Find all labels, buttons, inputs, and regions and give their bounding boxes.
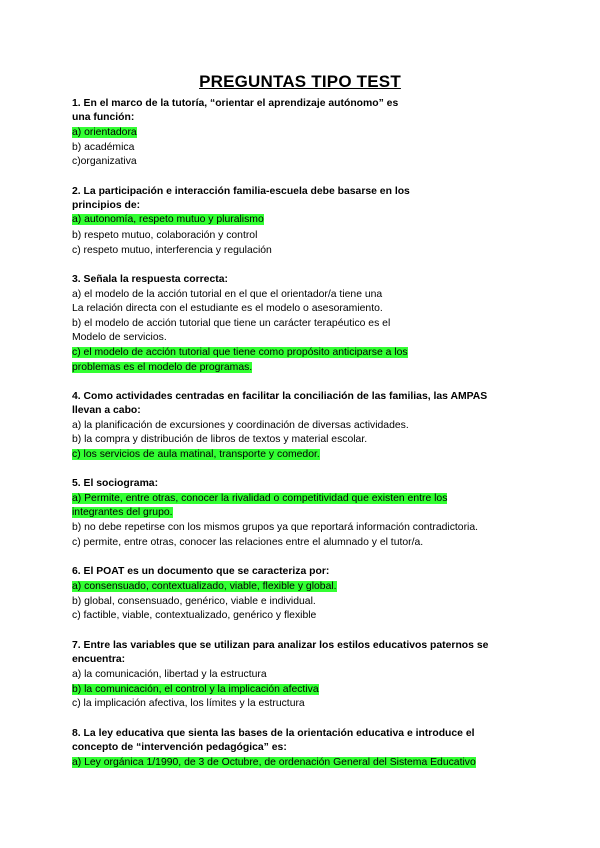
answer-1b: b) académica	[72, 142, 135, 153]
question-7-text: encuentra:	[72, 654, 126, 665]
correct-answer-highlight: integrantes del grupo.	[72, 507, 173, 518]
question-4-text: 4. Como actividades centradas en facilitar la conciliación de las familias, las AMPAS	[72, 391, 488, 402]
answer-1c: c)organizativa	[72, 156, 137, 167]
question-8-text: 8. La ley educativa que sienta las bases de la orientación educativa e introduce el	[72, 728, 475, 739]
answer-6c: c) factible, viable, contextualizado, genérico y flexible	[72, 610, 317, 621]
question-4-text: llevan a cabo:	[72, 405, 141, 416]
answer-4a: a) la planificación de excursiones y coordinación de diversas actividades.	[72, 420, 409, 431]
question-5-text: 5. El sociograma:	[72, 478, 159, 489]
correct-answer-highlight: b) la comunicación, el control y la implicación afectiva	[72, 684, 319, 695]
answer-2b: b) respeto mutuo, colaboración y control	[72, 230, 258, 241]
answer-3a: a) el modelo de la acción tutorial en el que el orientador/a tiene una	[72, 289, 383, 300]
answer-2c: c) respeto mutuo, interferencia y regulación	[72, 245, 272, 256]
answer-3c-correct-cont	[72, 361, 252, 375]
answer-5a-correct-cont	[72, 506, 173, 520]
answer-5c: c) permite, entre otras, conocer las relaciones entre el alumnado y el tutor/a.	[72, 537, 424, 548]
answer-3c-correct	[72, 346, 408, 360]
answer-8a-correct	[72, 756, 476, 770]
answer-1a-correct	[72, 126, 137, 140]
question-2-text: 2. La participación e interacción familia-escuela debe basarse en los	[72, 186, 410, 197]
correct-answer-highlight: a) orientadora	[72, 127, 137, 138]
answer-4b: b) la compra y distribución de libros de textos y material escolar.	[72, 434, 368, 445]
answer-7c: c) la implicación afectiva, los límites y la estructura	[72, 698, 305, 709]
correct-answer-highlight: a) autonomía, respeto mutuo y pluralismo	[72, 214, 264, 225]
question-6-text: 6. El POAT es un documento que se caracteriza por:	[72, 566, 330, 577]
answer-6a-correct	[72, 580, 337, 594]
answer-3b-cont: Modelo de servicios.	[72, 332, 167, 343]
answer-5a-correct	[72, 492, 447, 506]
answer-4c-correct	[72, 448, 320, 462]
question-2-text: principios de:	[72, 200, 141, 211]
question-8-text: concepto de “intervención pedagógica” es:	[72, 742, 287, 753]
question-3-text: 3. Señala la respuesta correcta:	[72, 274, 228, 285]
answer-3a-cont: La relación directa con el estudiante es el modelo o asesoramiento.	[72, 303, 383, 314]
correct-answer-highlight: a) consensuado, contextualizado, viable, flexible y global.	[72, 581, 337, 592]
correct-answer-highlight: problemas es el modelo de programas.	[72, 362, 253, 373]
answer-7a: a) la comunicación, libertad y la estructura	[72, 669, 267, 680]
correct-answer-highlight: a) Permite, entre otras, conocer la rivalidad o competitividad que existen entre los	[72, 493, 448, 504]
answer-5b: b) no debe repetirse con los mismos grupos ya que reportará información contradictoria.	[72, 522, 479, 533]
correct-answer-highlight: c) el modelo de acción tutorial que tiene como propósito anticiparse a los	[72, 347, 408, 358]
correct-answer-highlight: a) Ley orgánica 1/1990, de 3 de Octubre, de ordenación General del Sistema Educativo	[72, 757, 476, 768]
answer-3b: b) el modelo de acción tutorial que tiene un carácter terapéutico es el	[72, 318, 391, 329]
answer-2a-correct	[72, 213, 264, 227]
question-1-text: una función:	[72, 112, 135, 123]
question-7-text: 7. Entre las variables que se utilizan para analizar los estilos educativos paternos se	[72, 640, 489, 651]
answer-7b-correct	[72, 683, 319, 697]
document-title: PREGUNTAS TIPO TEST	[199, 72, 401, 91]
correct-answer-highlight: c) los servicios de aula matinal, transporte y comedor.	[72, 449, 320, 460]
question-1-text: 1. En el marco de la tutoría, “orientar el aprendizaje autónomo” es	[72, 98, 399, 109]
answer-6b: b) global, consensuado, genérico, viable e individual.	[72, 596, 316, 607]
